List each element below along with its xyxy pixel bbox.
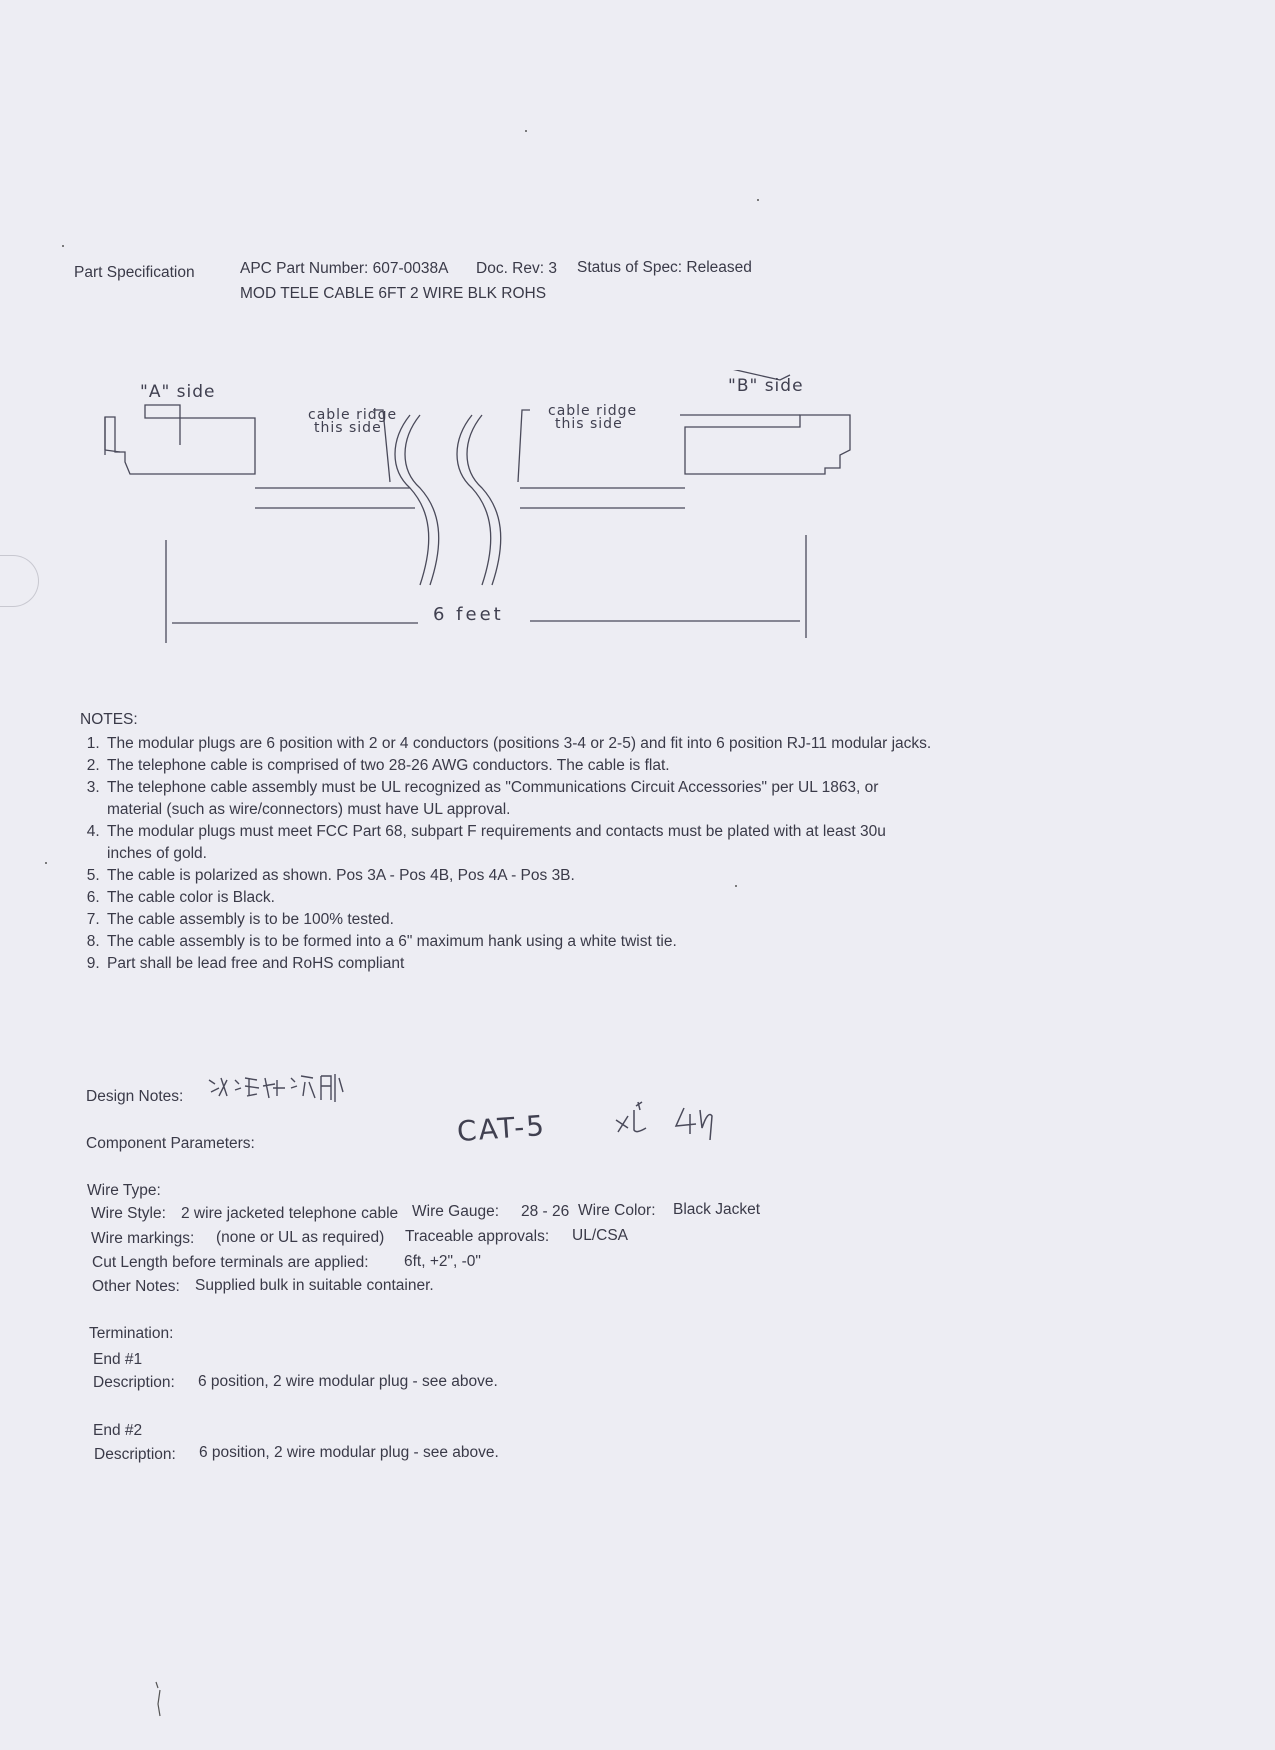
termination-label: Termination:: [89, 1325, 174, 1342]
a-side-label: "A" side: [140, 382, 216, 402]
wire-color-value: Black Jacket: [673, 1201, 761, 1218]
handwritten-cat5: CAT-5: [455, 1108, 548, 1149]
break-curve-2: [457, 415, 491, 585]
note-item: 4. The modular plugs must meet FCC Part 68, subpart F requirements and contacts must be plated with at least 30u inches of gold.: [104, 821, 907, 865]
left-plug-body: [105, 405, 255, 474]
component-params-label: Component Parameters:: [86, 1135, 255, 1152]
cut-length-label: Cut Length before terminals are applied:: [92, 1254, 369, 1271]
punch-hole-mark: [0, 555, 39, 607]
speck: [62, 245, 64, 247]
end1-description-label: Description:: [93, 1374, 175, 1391]
part-description: MOD TELE CABLE 6FT 2 WIRE BLK ROHS: [240, 285, 547, 302]
part-spec-label: Part Specification: [74, 264, 195, 281]
speck: [757, 199, 759, 201]
right-plug-body: [685, 415, 850, 474]
notes-title: NOTES:: [80, 711, 138, 728]
note-item: 9. Part shall be lead free and RoHS compliant: [104, 953, 1030, 975]
handwritten-scribble-2: [612, 1100, 722, 1146]
other-notes-value: Supplied bulk in suitable container.: [195, 1277, 434, 1294]
length-label: 6 feet: [433, 604, 504, 625]
note-item: 2. The telephone cable is comprised of two 28-26 AWG conductors. The cable is flat.: [104, 755, 1030, 777]
end1-description-value: 6 position, 2 wire modular plug - see above.: [198, 1373, 498, 1390]
ridge-right-line2: this side: [555, 416, 623, 432]
wire-style-value: 2 wire jacketed telephone cable: [181, 1205, 399, 1222]
speck: [45, 862, 47, 864]
end2-label: End #2: [93, 1422, 143, 1439]
handwritten-chinese-scribble: [205, 1072, 345, 1106]
wire-markings-value: (none or UL as required): [216, 1229, 385, 1246]
speck: [525, 130, 527, 132]
note-item: 8. The cable assembly is to be formed into a 6" maximum hank using a white twist tie.: [104, 931, 1030, 953]
note-item: 5. The cable is polarized as shown. Pos 3A - Pos 4B, Pos 4A - Pos 3B.: [104, 865, 1030, 887]
note-item: 6. The cable color is Black.: [104, 887, 1030, 909]
end1-label: End #1: [93, 1351, 143, 1368]
spec-status: Status of Spec: Released: [577, 259, 752, 276]
b-side-label: "B" side: [728, 376, 804, 396]
doc-rev: Doc. Rev: 3: [476, 260, 557, 277]
design-notes-label: Design Notes:: [86, 1088, 184, 1105]
margin-mark: [150, 1680, 166, 1720]
traceable-approvals-label: Traceable approvals:: [405, 1228, 550, 1245]
ridge-right-line1: cable ridge: [548, 403, 638, 419]
traceable-approvals-value: UL/CSA: [572, 1227, 628, 1244]
other-notes-label: Other Notes:: [92, 1278, 180, 1295]
part-number: APC Part Number: 607-0038A: [240, 260, 449, 277]
wire-markings-label: Wire markings:: [91, 1230, 195, 1247]
wire-gauge-value: 28 - 26: [521, 1203, 570, 1220]
wire-style-label: Wire Style:: [91, 1205, 166, 1222]
wire-color-label: Wire Color:: [578, 1202, 656, 1219]
break-curve-1: [395, 415, 429, 585]
speck: [735, 885, 737, 887]
note-item: 7. The cable assembly is to be 100% tested.: [104, 909, 1030, 931]
note-item: 1. The modular plugs are 6 position with 2 or 4 conductors (positions 3-4 or 2-5) and fit into 6 position RJ-11 modular jacks.: [104, 733, 1030, 755]
left-plug-edge: [105, 450, 120, 452]
ridge-left-line2: this side: [314, 420, 382, 436]
ridge-pointer-right: [518, 410, 530, 482]
cut-length-value: 6ft, +2", -0": [404, 1253, 481, 1270]
note-item: 3. The telephone cable assembly must be UL recognized as "Communications Circuit Accessories" per UL 1863, or material (such as wire/connectors) must have UL approval.: [104, 777, 927, 821]
wire-type-label: Wire Type:: [87, 1182, 161, 1199]
notes-list: [80, 733, 1030, 975]
wire-gauge-label: Wire Gauge:: [412, 1203, 500, 1220]
end2-description-label: Description:: [94, 1446, 176, 1463]
ridge-left-line1: cable ridge: [308, 407, 398, 423]
end2-description-value: 6 position, 2 wire modular plug - see above.: [199, 1444, 499, 1461]
